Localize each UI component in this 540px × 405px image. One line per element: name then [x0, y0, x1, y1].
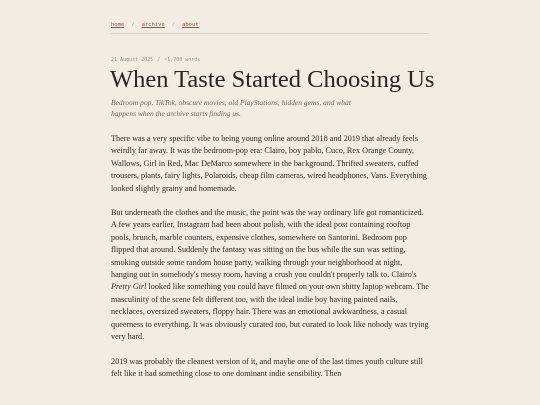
post-subtitle: Bedroom pop, TikTok, obscure movies, old PlayStations, hidden gems, and what happens when the archive starts finding us.: [111, 98, 351, 118]
top-nav: [111, 22, 429, 34]
paragraph-3: 2019 was probably the cleanest version of it, and maybe one of the last times youth culture still felt like it had something close to one dominant indie sensibility. Then: [111, 356, 423, 378]
post-body: [111, 133, 429, 392]
post-meta: [111, 57, 200, 63]
nav-separator: /: [131, 22, 135, 28]
paragraph-2: [111, 207, 429, 343]
nav-link-archive[interactable]: archive: [141, 22, 165, 28]
paragraph-2-text-b: looked like something you could have filmed on your own shitty laptop webcam. The masculinity of the scene felt different too, with the ideal indie boy having painted nails, necklaces, oversized sweaters, floppy hair. There was an emotional awkwardness, a casual queerness to everything. It was obviously curated too, but curated to look like nobody was trying very hard.: [111, 282, 429, 342]
nav-link-home[interactable]: home: [111, 22, 125, 28]
post-title: When Taste Started Choosing Us: [110, 66, 435, 93]
post-date: 21 August 2025: [111, 57, 154, 63]
paragraph-1: There was a very specific vibe to being young online around 2018 and 2019 that already feels weirdly far away. It was the bedroom-pop era: Clairo, boy pablo, Cuco, Rex Orange County, Wallows, Girl in Red, Mac DeMarco somewhere in the background. Thrifted sweaters, cuffed trousers, plants, fairy lights, Polaroids, cheap film cameras, wired headphones, Vans. Everything looked slightly grainy and homemade.: [111, 134, 427, 193]
paragraph-2-emphasis: Pretty Girl: [111, 282, 147, 292]
nav-link-about[interactable]: about: [182, 22, 199, 28]
word-count: ~1,700 words: [164, 57, 201, 63]
paragraph-2-text-a: But underneath the clothes and the music, the point was the way ordinary life got romanticized. A few years earlier, Instagram had been about polish, with the ideal post containing rooftop pools, brunch, marble counters, expensive clothes, somewhere on Santorini. Bedroom pop flipped that around. Suddenly the fantasy was sitting on the bus while the sun was setting, smoking outside some random house party, walking through your neighborhood at night, hanging out in somebody's messy room, having a crush you couldn't properly talk to. Clairo's: [111, 208, 424, 280]
nav-separator: /: [171, 22, 176, 28]
meta-separator: /: [157, 57, 161, 63]
